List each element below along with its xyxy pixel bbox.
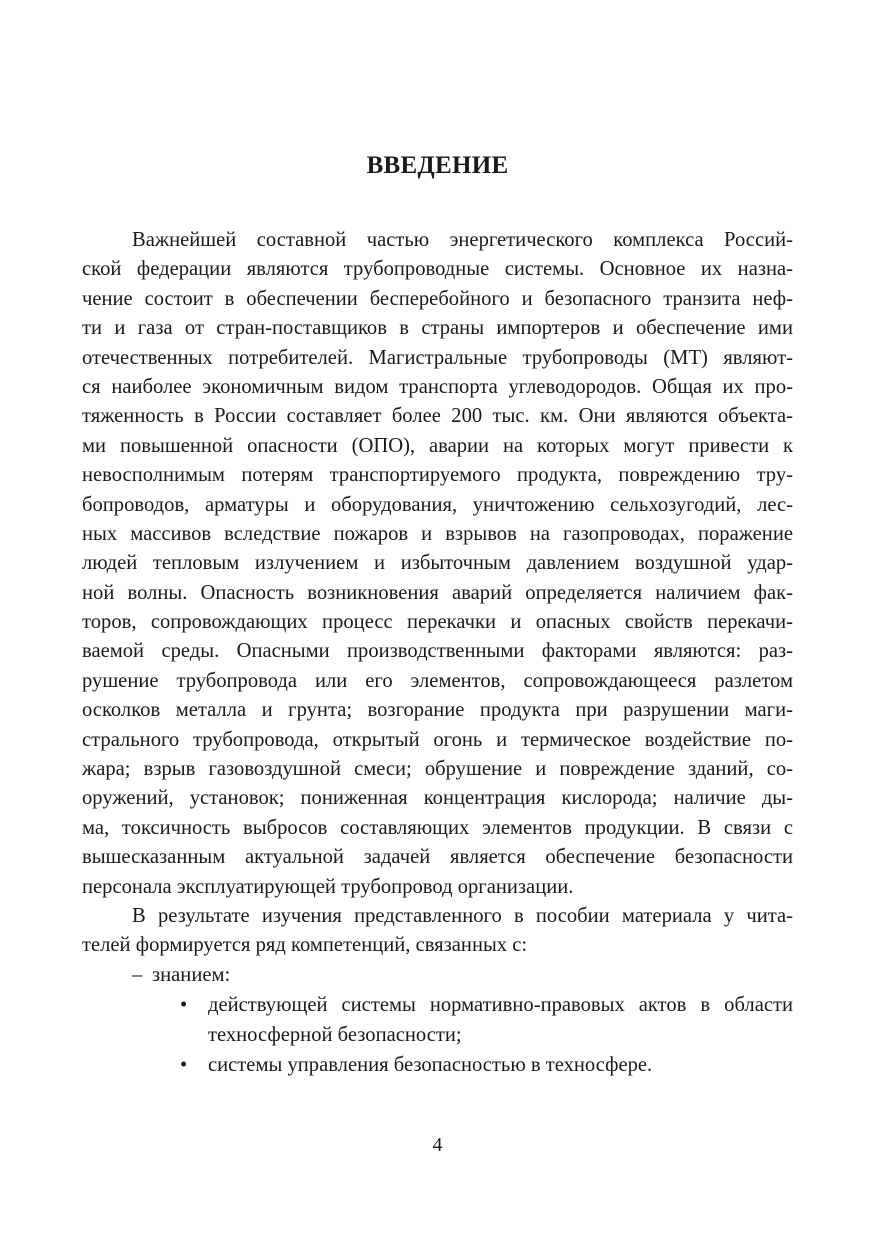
text-line: вышесказанным актуальной задачей является обеспечение безопасности (82, 846, 793, 869)
text-line: торов, сопровождающих процесс перекачки и опасных свойств перекачи- (82, 611, 793, 634)
text-line: ся наиболее экономичным видом транспорта углеводородов. Общая их про- (82, 375, 793, 398)
section-title: ВВЕДЕНИЕ (366, 152, 509, 179)
bullet-text-line: техносферной безопасности; (208, 1023, 462, 1046)
text-line: тяженность в России составляет более 200 тыс. км. Они являются объекта- (82, 405, 793, 428)
bullet-icon: • (180, 1053, 188, 1076)
text-line: осколков металла и грунта; возгорание продукта при разрушении маги- (82, 699, 793, 722)
list-item-dash (82, 961, 793, 990)
text-line: чение состоит в обеспечении бесперебойного и безопасного транзита неф- (82, 287, 793, 310)
bullet-item (82, 1051, 793, 1080)
bullet-text-line: действующей системы нормативно-правовых актов в области (208, 994, 793, 1017)
text-line: ной волны. Опасность возникновения аварий определяется наличием фак- (82, 581, 793, 604)
text-line: ми повышенной опасности (ОПО), аварии на которых могут привести к (82, 434, 793, 457)
text-line: ваемой среды. Опасными производственными факторами являются: раз- (82, 640, 793, 663)
text-line: рушение трубопровода или его элементов, сопровождающееся разлетом (82, 669, 793, 692)
text-line: Важнейшей составной частью энергетического комплекса Россий- (132, 229, 793, 251)
text-line: бопроводов, арматуры и оборудования, уничтожению сельхозугодий, лес- (82, 493, 793, 516)
bullet-icon: • (180, 994, 188, 1017)
dash-item-text: знанием: (152, 963, 231, 986)
text-line: невосполнимым потерям транспортируемого продукта, повреждению тру- (82, 464, 793, 487)
dash-marker: – (132, 963, 143, 986)
page-number: 4 (432, 1134, 443, 1156)
bullet-item (82, 991, 793, 1050)
text-line: людей тепловым излучением и избыточным давлением воздушной удар- (82, 552, 793, 575)
text-line: телей формируется ряд компетенций, связанных с: (82, 934, 528, 957)
text-line: В результате изучения представленного в пособии материала у чита- (132, 905, 793, 927)
text-line: ма, токсичность выбросов составляющих элементов продукции. В связи с (82, 816, 793, 839)
paragraph-competencies (82, 902, 793, 1080)
text-line: отечественных потребителей. Магистральные трубопроводы (МТ) являют- (82, 346, 793, 369)
text-line: персонала эксплуатирующей трубопровод организации. (82, 875, 574, 898)
bullet-text-line: системы управления безопасностью в техносфере. (208, 1053, 653, 1076)
text-line: оружений, установок; пониженная концентрация кислорода; наличие ды- (82, 787, 793, 810)
paragraph-competencies-lines (82, 902, 793, 961)
text-line: стрального трубопровода, открытый огонь и термическое воздействие по- (82, 728, 793, 751)
text-line: ской федерации являются трубопроводные системы. Основное их назна- (82, 258, 793, 281)
paragraph-intro (82, 226, 793, 902)
text-line: жара; взрыв газовоздушной смеси; обрушение и повреждение зданий, со- (82, 758, 793, 781)
text-line: ти и газа от стран-поставщиков в страны импортеров и обеспечение ими (82, 317, 793, 340)
text-line: ных массивов вследствие пожаров и взрывов на газопроводах, поражение (82, 522, 793, 545)
bullet-list (82, 991, 793, 1080)
